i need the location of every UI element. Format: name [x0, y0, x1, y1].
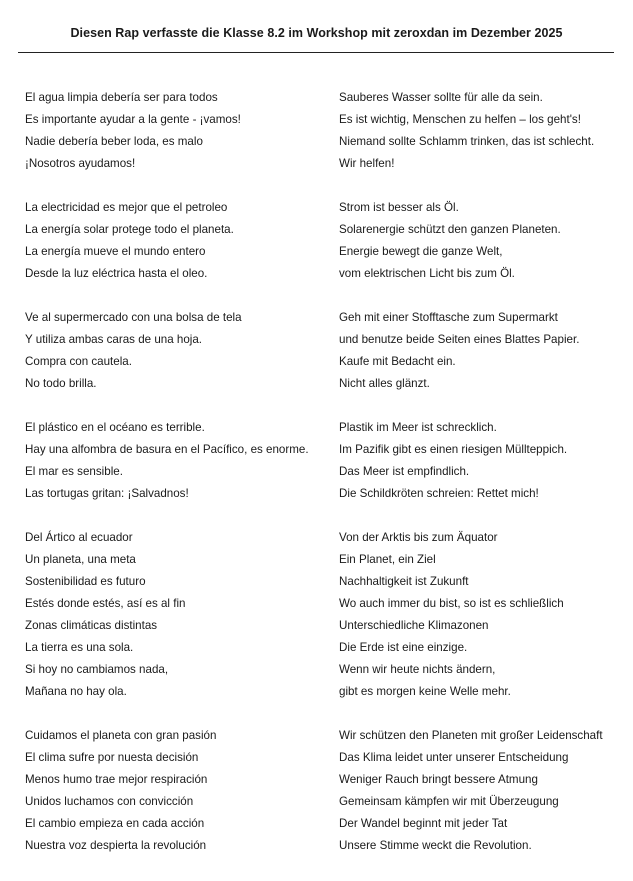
spanish-lyric-line: Estés donde estés, así es al fin: [25, 597, 186, 610]
german-lyric-line: gibt es morgen keine Welle mehr.: [339, 685, 511, 698]
spanish-lyric-line: El clima sufre por nuesta decisión: [25, 751, 199, 764]
stanza: [0, 725, 633, 857]
german-lyric-line: Plastik im Meer ist schrecklich.: [339, 421, 497, 434]
spanish-lyric-line: El agua limpia debería ser para todos: [25, 91, 218, 104]
german-lyric-line: vom elektrischen Licht bis zum Öl.: [339, 267, 515, 280]
stanza: [0, 527, 633, 703]
spanish-lyric-line: Unidos luchamos con convicción: [25, 795, 194, 808]
german-lyric-line: Geh mit einer Stofftasche zum Supermarkt: [339, 311, 558, 324]
german-lyric-line: Die Erde ist eine einzige.: [339, 641, 468, 654]
spanish-lyric-line: Zonas climáticas distintas: [25, 619, 158, 632]
german-column: [339, 197, 629, 285]
spanish-lyric-line: Si hoy no cambiamos nada,: [25, 663, 169, 676]
german-lyric-line: Strom ist besser als Öl.: [339, 201, 459, 214]
spanish-column: [25, 527, 335, 703]
spanish-lyric-line: Las tortugas gritan: ¡Salvadnos!: [25, 487, 189, 500]
german-lyric-line: Der Wandel beginnt mit jeder Tat: [339, 817, 508, 830]
german-lyric-line: Die Schildkröten schreien: Rettet mich!: [339, 487, 539, 500]
spanish-lyric-line: Ve al supermercado con una bolsa de tela: [25, 311, 242, 324]
german-column: [339, 725, 629, 857]
page-title: Diesen Rap verfasste die Klasse 8.2 im Workshop mit zeroxdan im Dezember 2025: [70, 26, 563, 40]
german-column: [339, 527, 629, 703]
spanish-lyric-line: Compra con cautela.: [25, 355, 132, 368]
spanish-lyric-line: Cuidamos el planeta con gran pasión: [25, 729, 217, 742]
spanish-lyric-line: Hay una alfombra de basura en el Pacífico, es enorme.: [25, 443, 309, 456]
german-lyric-line: Ein Planet, ein Ziel: [339, 553, 436, 566]
german-lyric-line: Unterschiedliche Klimazonen: [339, 619, 489, 632]
spanish-lyric-line: El plástico en el océano es terrible.: [25, 421, 205, 434]
german-lyric-line: Wenn wir heute nichts ändern,: [339, 663, 496, 676]
german-lyric-line: Solarenergie schützt den ganzen Planeten.: [339, 223, 561, 236]
lyrics-body: [0, 87, 633, 879]
german-lyric-line: Von der Arktis bis zum Äquator: [339, 531, 498, 544]
german-lyric-line: Im Pazifik gibt es einen riesigen Müllteppich.: [339, 443, 568, 456]
spanish-column: [25, 417, 335, 505]
stanza: [0, 307, 633, 395]
spanish-lyric-line: Menos humo trae mejor respiración: [25, 773, 208, 786]
spanish-lyric-line: Nadie debería beber loda, es malo: [25, 135, 203, 148]
german-column: [339, 417, 629, 505]
spanish-lyric-line: Un planeta, una meta: [25, 553, 136, 566]
spanish-lyric-line: La energía solar protege todo el planeta.: [25, 223, 234, 236]
german-lyric-line: und benutze beide Seiten eines Blattes Papier.: [339, 333, 580, 346]
german-lyric-line: Es ist wichtig, Menschen zu helfen – los geht's!: [339, 113, 581, 126]
german-lyric-line: Gemeinsam kämpfen wir mit Überzeugung: [339, 795, 559, 808]
german-lyric-line: Sauberes Wasser sollte für alle da sein.: [339, 91, 543, 104]
spanish-lyric-line: Del Ártico al ecuador: [25, 531, 133, 544]
spanish-lyric-line: El mar es sensible.: [25, 465, 123, 478]
spanish-lyric-line: La tierra es una sola.: [25, 641, 134, 654]
spanish-lyric-line: El cambio empieza en cada acción: [25, 817, 205, 830]
german-lyric-line: Das Klima leidet unter unserer Entscheidung: [339, 751, 569, 764]
stanza: [0, 87, 633, 175]
stanza: [0, 417, 633, 505]
spanish-lyric-line: Nuestra voz despierta la revolución: [25, 839, 207, 852]
german-lyric-line: Das Meer ist empfindlich.: [339, 465, 470, 478]
german-lyric-line: Energie bewegt die ganze Welt,: [339, 245, 503, 258]
spanish-column: [25, 197, 335, 285]
german-column: [339, 307, 629, 395]
spanish-lyric-line: La energía mueve el mundo entero: [25, 245, 206, 258]
spanish-column: [25, 725, 335, 857]
german-lyric-line: Niemand sollte Schlamm trinken, das ist schlecht.: [339, 135, 595, 148]
german-lyric-line: Nicht alles glänzt.: [339, 377, 430, 390]
spanish-lyric-line: ¡Nosotros ayudamos!: [25, 157, 136, 170]
spanish-column: [25, 87, 335, 175]
spanish-lyric-line: No todo brilla.: [25, 377, 97, 390]
spanish-lyric-line: Mañana no hay ola.: [25, 685, 127, 698]
german-lyric-line: Nachhaltigkeit ist Zukunft: [339, 575, 469, 588]
german-column: [339, 87, 629, 175]
spanish-lyric-line: Sostenibilidad es futuro: [25, 575, 146, 588]
german-lyric-line: Kaufe mit Bedacht ein.: [339, 355, 456, 368]
german-lyric-line: Wir schützen den Planeten mit großer Leidenschaft: [339, 729, 603, 742]
german-lyric-line: Weniger Rauch bringt bessere Atmung: [339, 773, 538, 786]
german-lyric-line: Wo auch immer du bist, so ist es schließlich: [339, 597, 564, 610]
title-divider: [18, 52, 614, 53]
spanish-column: [25, 307, 335, 395]
spanish-lyric-line: La electricidad es mejor que el petroleo: [25, 201, 228, 214]
spanish-lyric-line: Desde la luz eléctrica hasta el oleo.: [25, 267, 208, 280]
spanish-lyric-line: Es importante ayudar a la gente - ¡vamos!: [25, 113, 241, 126]
german-lyric-line: Unsere Stimme weckt die Revolution.: [339, 839, 532, 852]
stanza: [0, 197, 633, 285]
german-lyric-line: Wir helfen!: [339, 157, 395, 170]
spanish-lyric-line: Y utiliza ambas caras de una hoja.: [25, 333, 203, 346]
